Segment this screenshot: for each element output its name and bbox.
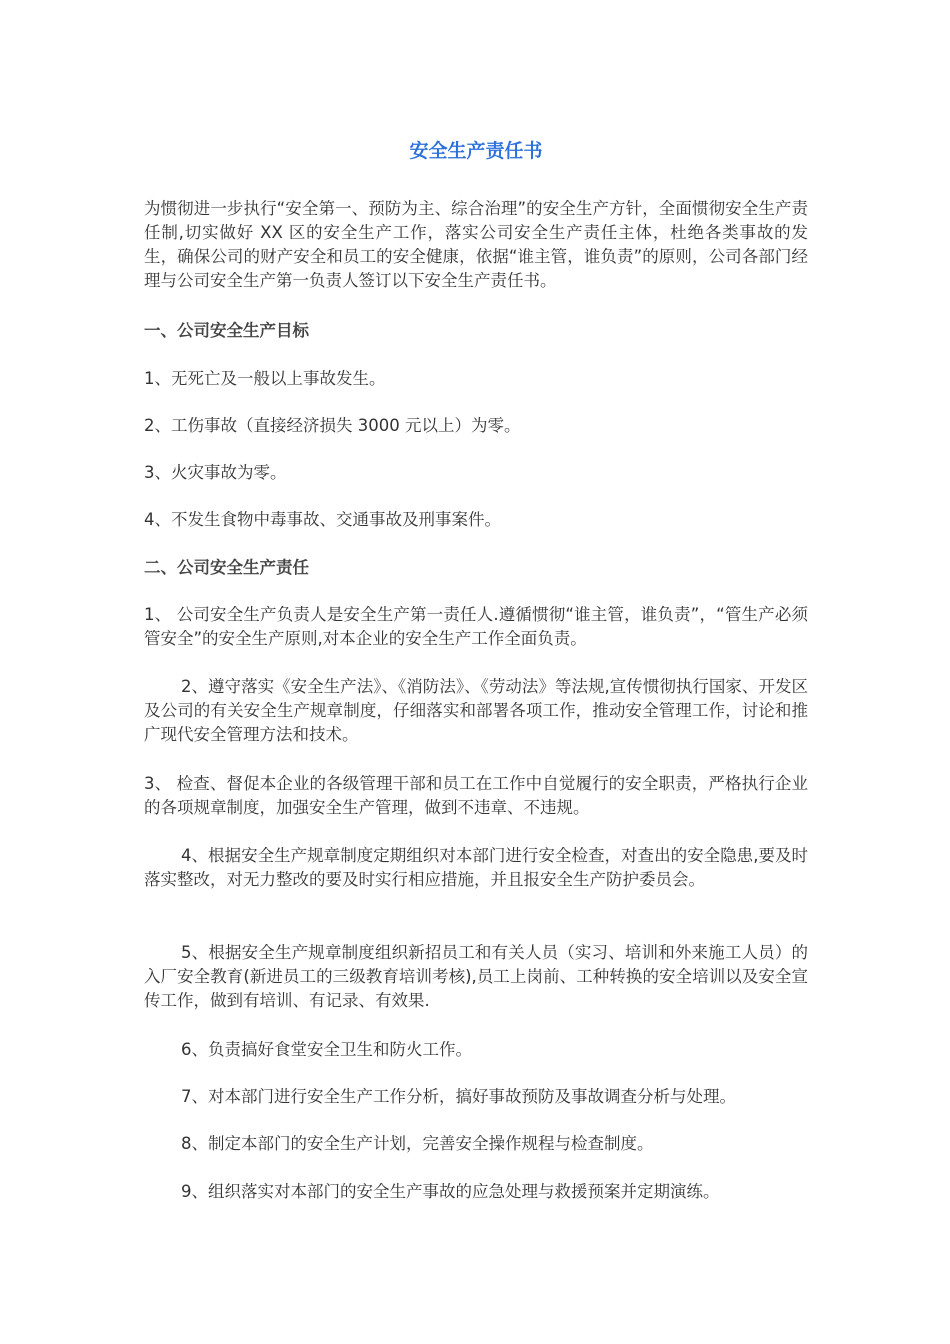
section-heading-responsibilities: 二、公司安全生产责任 <box>144 558 309 577</box>
responsibility-item-7: 7、对本部门进行安全生产工作分析，搞好事故预防及事故调查分析与处理。 <box>181 1087 736 1106</box>
target-item-1: 1、无死亡及一般以上事故发生。 <box>144 369 386 388</box>
target-item-2: 2、工伤事故（直接经济损失 3000 元以上）为零。 <box>144 416 521 435</box>
responsibility-item-9: 9、组织落实对本部门的安全生产事故的应急处理与救援预案并定期演练。 <box>181 1182 720 1201</box>
section-heading-targets: 一、公司安全生产目标 <box>144 321 309 340</box>
responsibility-item-6: 6、负责搞好食堂安全卫生和防火工作。 <box>181 1040 472 1059</box>
target-item-4: 4、不发生食物中毒事故、交通事故及刑事案件。 <box>144 510 501 529</box>
responsibility-item-5: 5、根据安全生产规章制度组织新招员工和有关人员（实习、培训和外来施工人员）的入厂安全教育(新进员工的三级教育培训考核),员工上岗前、工种转换的安全培训以及安全宣传工作，做到有培训、有记录、有效果. <box>144 943 808 1010</box>
page-title: 安全生产责任书 <box>409 140 543 162</box>
responsibility-item-4: 4、根据安全生产规章制度定期组织对本部门进行安全检查，对查出的安全隐患,要及时落实整改，对无力整改的要及时实行相应措施，并且报安全生产防护委员会。 <box>144 846 808 889</box>
target-item-3: 3、火灾事故为零。 <box>144 463 287 482</box>
responsibility-item-8: 8、制定本部门的安全生产计划，完善安全操作规程与检查制度。 <box>181 1134 654 1153</box>
intro-paragraph: 为惯彻进一步执行“安全第一、预防为主、综合治理”的安全生产方针，全面惯彻安全生产责任制,切实做好 XX 区的安全生产工作，落实公司安全生产责任主体，杜绝各类事故的发生，确保公司的财产安全和员工的安全健康，依据“谁主管，谁负责”的原则，公司各部门经理与公司安全生产第一负责人签订以下安全生产责任书。 <box>144 199 808 290</box>
responsibility-item-2: 2、遵守落实《安全生产法》、《消防法》、《劳动法》等法规,宣传惯彻执行国家、开发区及公司的有关安全生产规章制度，仔细落实和部署各项工作，推动安全管理工作，讨论和推广现代安全管理方法和技术。 <box>144 677 808 744</box>
responsibility-item-1: 1、 公司安全生产负责人是安全生产第一责任人.遵循惯彻“谁主管，谁负责”，“管生产必须管安全”的安全生产原则,对本企业的安全生产工作全面负责。 <box>144 605 808 648</box>
responsibility-item-3: 3、 检查、督促本企业的各级管理干部和员工在工作中自觉履行的安全职责，严格执行企业的各项规章制度，加强安全生产管理，做到不违章、不违规。 <box>144 774 808 817</box>
